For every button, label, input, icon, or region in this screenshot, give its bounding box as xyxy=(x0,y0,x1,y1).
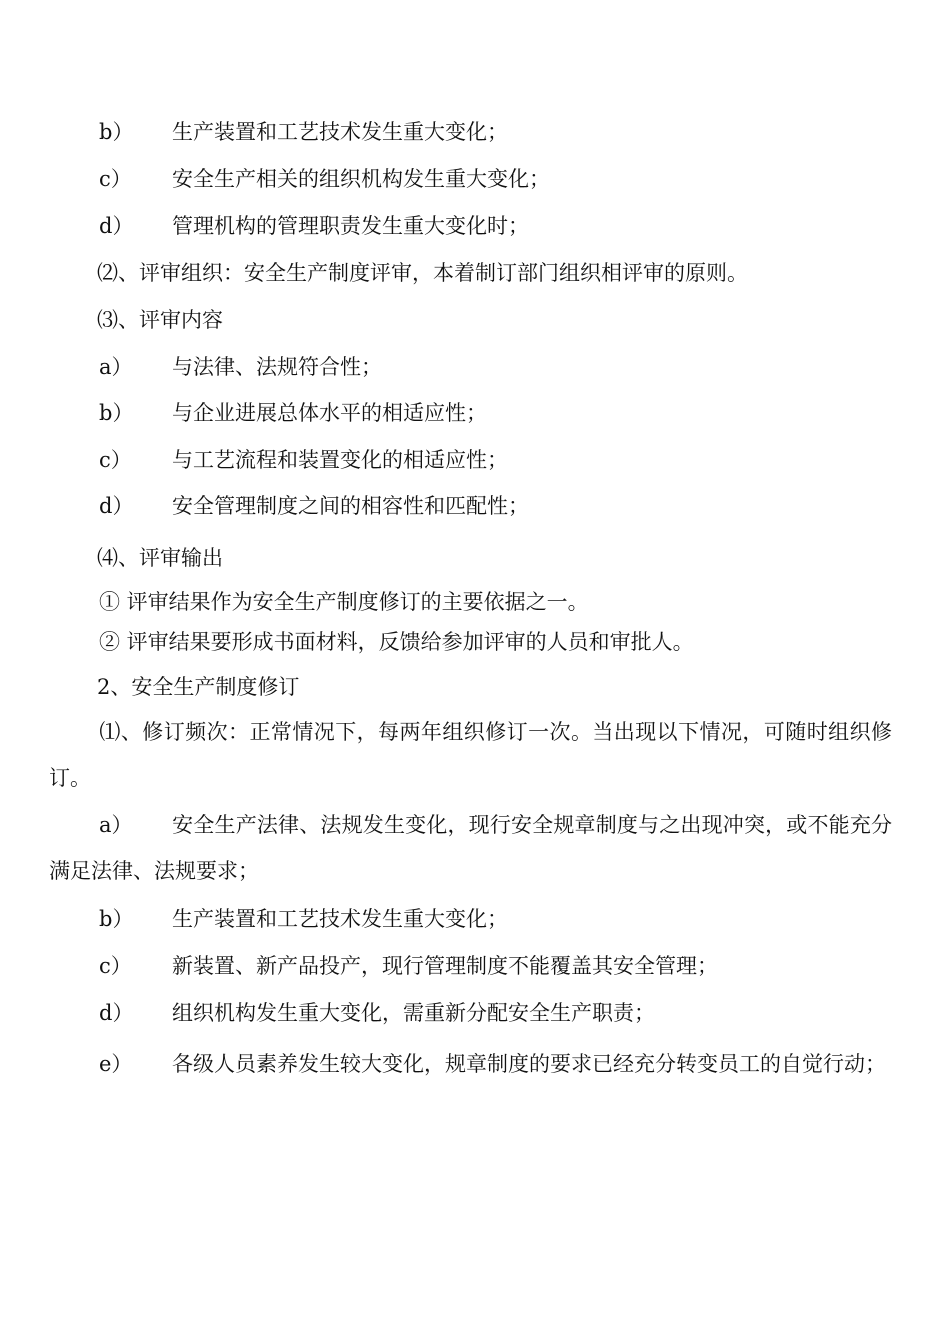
item-text: 各级人员素养发生较大变化，规章制度的要求已经充分转变员工的自觉行动； xyxy=(172,1052,886,1076)
item-label: d） xyxy=(99,214,134,238)
item-label: a） xyxy=(99,355,133,379)
item-label: d） xyxy=(99,1001,134,1025)
list-item xyxy=(49,1038,892,1091)
revision-heading: 2、安全生产制度修订 xyxy=(97,675,300,699)
item-label: b） xyxy=(99,907,134,931)
review-content-heading: ⑶、评审内容 xyxy=(97,308,223,332)
item-text: 安全生产相关的组织机构发生重大变化； xyxy=(172,167,550,191)
review-output-item: ① 评审结果作为安全生产制度修订的主要依据之一。 xyxy=(99,590,589,614)
item-label: e） xyxy=(99,1052,133,1076)
item-label: c） xyxy=(99,448,132,472)
item-text: 安全管理制度之间的相容性和匹配性； xyxy=(172,494,529,518)
item-text: 与工艺流程和装置变化的相适应性； xyxy=(172,448,508,472)
list-item xyxy=(49,802,892,894)
item-text: 管理机构的管理职责发生重大变化时； xyxy=(172,214,529,238)
item-text: 新装置、新产品投产，现行管理制度不能覆盖其安全管理； xyxy=(172,954,718,978)
item-text: 生产装置和工艺技术发生重大变化； xyxy=(172,120,508,144)
item-text: 安全生产法律、法规发生变化，现行安全规章制度与之出现冲突，或不能充分满足法律、法规要求； xyxy=(49,813,892,883)
item-label: b） xyxy=(99,401,134,425)
item-label: b） xyxy=(99,120,134,144)
item-label: a） xyxy=(99,813,133,837)
review-output-item: ② 评审结果要形成书面材料，反馈给参加评审的人员和审批人。 xyxy=(99,630,694,654)
item-label: c） xyxy=(99,954,132,978)
review-organization-paragraph: ⑵、评审组织：安全生产制度评审，本着制订部门组织相评审的原则。 xyxy=(97,261,748,285)
revision-frequency-paragraph xyxy=(49,709,892,801)
revision-frequency-text: ⑴、修订频次：正常情况下，每两年组织修订一次。当出现以下情况，可随时组织修订。 xyxy=(49,720,892,790)
item-label: d） xyxy=(99,494,134,518)
item-text: 生产装置和工艺技术发生重大变化； xyxy=(172,907,508,931)
item-text: 与法律、法规符合性； xyxy=(172,355,382,379)
item-label: c） xyxy=(99,167,132,191)
review-output-heading: ⑷、评审输出 xyxy=(97,546,223,570)
item-text: 组织机构发生重大变化，需重新分配安全生产职责； xyxy=(172,1001,655,1025)
item-text: 与企业进展总体水平的相适应性； xyxy=(172,401,487,425)
